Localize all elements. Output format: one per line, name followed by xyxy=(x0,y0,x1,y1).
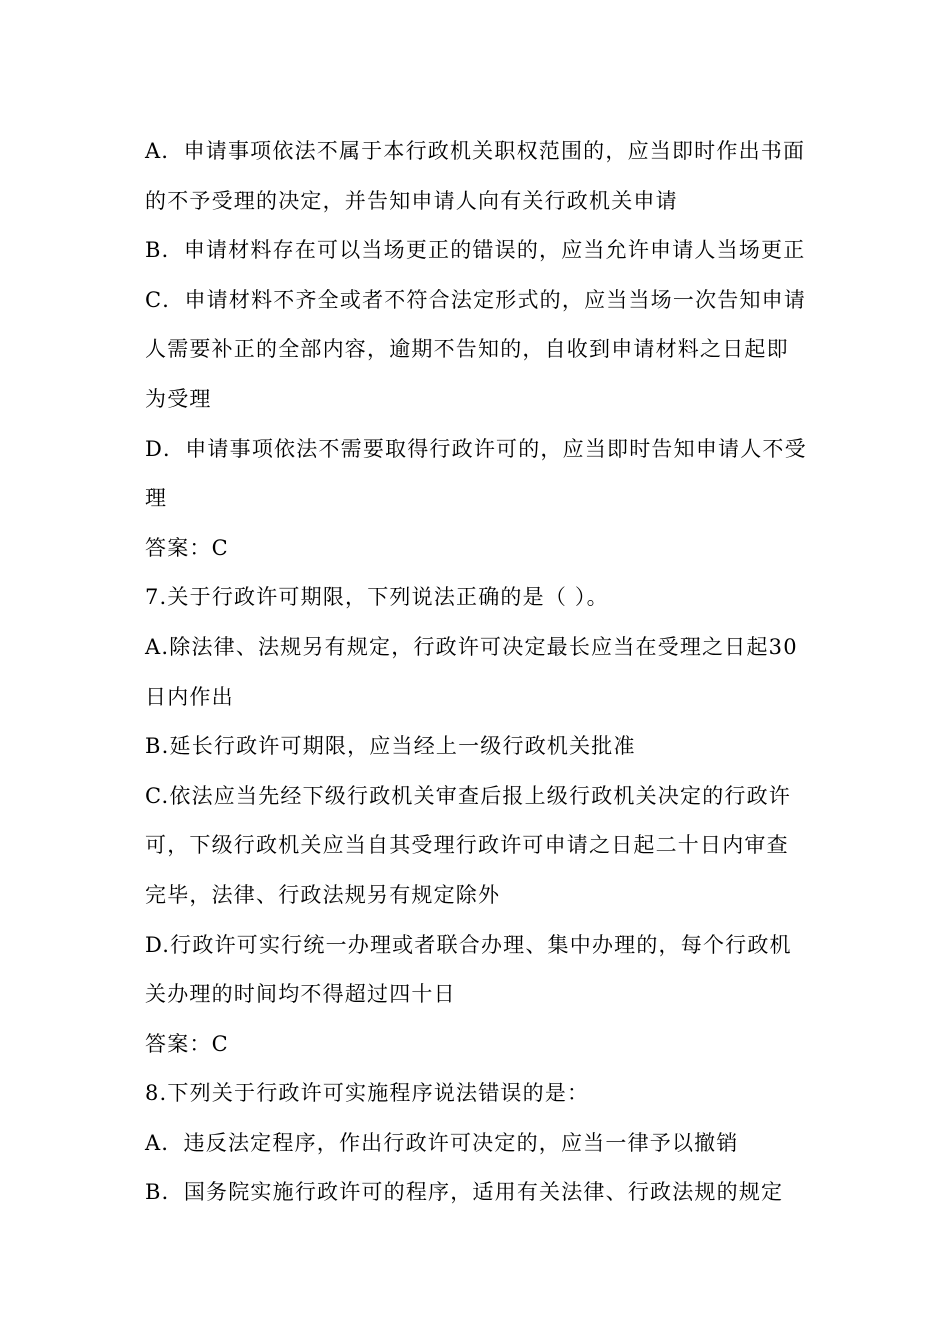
option-7a-line-2: 日内作出 xyxy=(145,684,234,709)
option-6c-line-2: 人需要补正的全部内容，逾期不告知的，自收到申请材料之日起即 xyxy=(145,337,789,362)
option-7d-line-1: D.行政许可实行统一办理或者联合办理、集中办理的，每个行政机 xyxy=(145,932,792,957)
option-6a-line-1: A．申请事项依法不属于本行政机关职权范围的，应当即时作出书面 xyxy=(145,139,806,163)
option-7c-line-3: 完毕，法律、行政法规另有规定除外 xyxy=(145,882,501,907)
option-7a-line-1: A.除法律、法规另有规定，行政许可决定最长应当在受理之日起30 xyxy=(145,634,798,659)
option-8b: B．国务院实施行政许可的程序，适用有关法律、行政法规的规定 xyxy=(145,1180,784,1205)
answer-6: 答案：C xyxy=(145,535,229,560)
option-6d-line-2: 理 xyxy=(145,486,168,511)
question-8: 8.下列关于行政许可实施程序说法错误的是： xyxy=(145,1081,590,1106)
option-7b: B.延长行政许可期限，应当经上一级行政机关批准 xyxy=(145,734,636,759)
option-6a-line-2: 的不予受理的决定，并告知申请人向有关行政机关申请 xyxy=(145,188,678,213)
option-8a: A．违反法定程序，作出行政许可决定的，应当一律予以撤销 xyxy=(145,1130,739,1155)
option-6c-line-3: 为受理 xyxy=(145,386,212,411)
option-6c-line-1: C．申请材料不齐全或者不符合法定形式的，应当当场一次告知申请 xyxy=(145,287,807,312)
text-body xyxy=(145,131,825,1222)
option-7d-line-2: 关办理的时间均不得超过四十日 xyxy=(145,982,456,1007)
question-7: 7.关于行政许可期限，下列说法正确的是（ ）。 xyxy=(145,585,609,610)
option-6b: B．申请材料存在可以当场更正的错误的，应当允许申请人当场更正 xyxy=(145,238,806,263)
option-6d-line-1: D．申请事项依法不需要取得行政许可的，应当即时告知申请人不受 xyxy=(145,436,807,461)
answer-7: 答案：C xyxy=(145,1031,229,1056)
option-7c-line-1: C.依法应当先经下级行政机关审查后报上级行政机关决定的行政许 xyxy=(145,783,791,808)
option-7c-line-2: 可，下级行政机关应当自其受理行政许可申请之日起二十日内审查 xyxy=(145,833,789,858)
